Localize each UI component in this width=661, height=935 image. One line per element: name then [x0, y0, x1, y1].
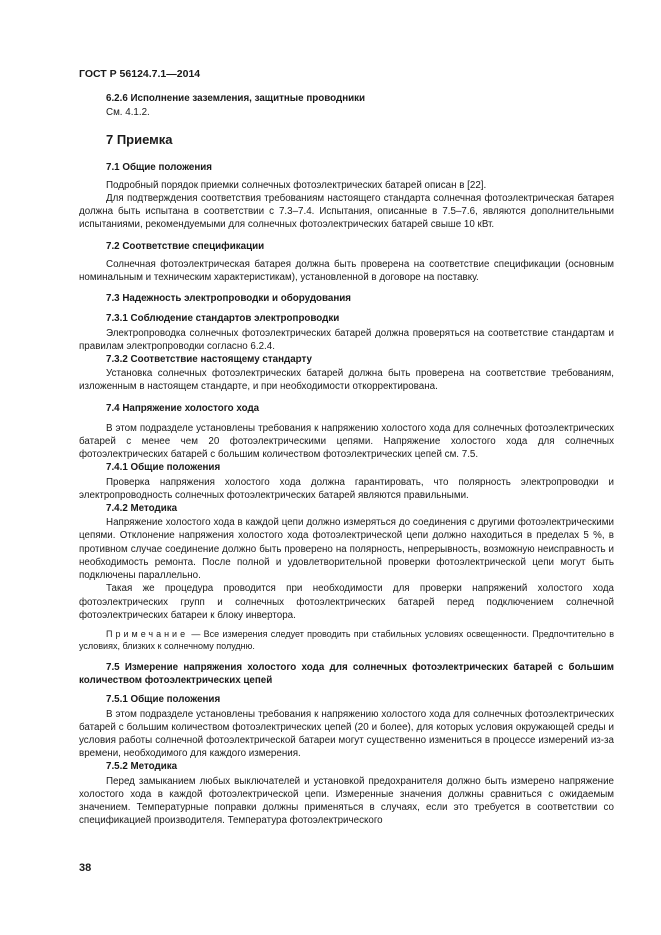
text-6-2-6: См. 4.1.2. — [106, 107, 150, 119]
heading-7-5-2: 7.5.2 Методика — [106, 761, 178, 773]
heading-7-4-1: 7.4.1 Общие положения — [106, 462, 221, 474]
note — [79, 628, 614, 653]
heading-7-2: 7.2 Соответствие спецификации — [106, 240, 265, 252]
para-7-1-1: Подробный порядок приемки солнечных фотоэлектрических батарей описан в [22]. — [106, 179, 487, 191]
heading-7-3: 7.3 Надежность электропроводки и оборудования — [106, 293, 352, 305]
para-7-5-1: В этом подразделе установлены требования к напряжению холостого хода для солнечных фотоэлектрических батарей с большим количеством фотоэлектрических цепей (20 и более), для которых условия окружающей среды и условия работы солнечной фотоэлектрической батареи могут существенно измениться в процессе измерений из-за времени, необходимого для каждого измерения. — [79, 708, 614, 760]
para-7-4-1: Проверка напряжения холостого хода должна гарантировать, что полярность электропроводки и электропроводность солнечных фотоэлектрических батарей являются правильными. — [79, 476, 614, 501]
heading-7-1: 7.1 Общие положения — [106, 161, 213, 173]
heading-7-5-1: 7.5.1 Общие положения — [106, 694, 221, 706]
para-7-2: Солнечная фотоэлектрическая батарея должна быть проверена на соответствие спецификации (основным номинальным и техническим характеристикам), установленной в договоре на поставку. — [79, 258, 614, 284]
para-7-3-1: Электропроводка солнечных фотоэлектрических батарей должна проверяться на соответствие стандартам и правилам электропроводки согласно 6.2.4. — [79, 327, 614, 352]
heading-7-4: 7.4 Напряжение холостого хода — [106, 402, 260, 414]
para-7-4: В этом подразделе установлены требования к напряжению холостого хода для солнечных фотоэлектрических батарей с менее чем 20 фотоэлектрическими цепями. Напряжение холостого хода для солнечных фотоэлектрических батарей с большим количеством фотоэлектрических цепей см. 7.5. — [79, 422, 614, 461]
heading-7-3-2: 7.3.2 Соответствие настоящему стандарту — [106, 354, 313, 366]
note-label: Примечание — [106, 628, 189, 639]
standard-header: ГОСТ Р 56124.7.1—2014 — [79, 68, 201, 80]
page-number: 38 — [79, 862, 92, 874]
chapter-heading: 7 Приемка — [106, 132, 173, 148]
heading-6-2-6: 6.2.6 Исполнение заземления, защитные проводники — [106, 93, 366, 104]
heading-7-4-2: 7.4.2 Методика — [106, 503, 178, 515]
heading-7-5: 7.5 Измерение напряжения холостого хода для солнечных фотоэлектрических батарей с большим количеством фотоэлектрических цепей — [79, 661, 614, 687]
page-content — [79, 92, 614, 827]
heading-7-3-1: 7.3.1 Соблюдение стандартов электропроводки — [106, 313, 340, 325]
para-7-4-2-1: Напряжение холостого хода в каждой цепи должно измеряться до соединения с другими фотоэлектрическими цепями. Отклонение напряжения холостого хода фотоэлектрической цепи должно находиться в пределах 5 %, в противном случае соединение должно быть проверено на полярность, непрерывность, возможную неисправность и необходимость ремонта. После полной и удовлетворительной проверки фотоэлектрической цепи могут быть подключены параллельно. — [79, 517, 614, 582]
note-text: — Все измерения следует проводить при стабильных условиях освещенности. Предпочтительно в условиях, близких к солнечному полудню. — [79, 628, 614, 652]
para-7-3-2: Установка солнечных фотоэлектрических батарей должна быть проверена на соответствие требованиям, изложенным в настоящем стандарте, и при необходимости откорректирована. — [79, 368, 614, 393]
para-7-1-2: Для подтверждения соответствия требованиям настоящего стандарта солнечная фотоэлектрическая батарея должна быть испытана в соответствии с 7.3–7.4. Испытания, описанные в 7.5–7.6, являются дополнительными испытаниями, рекомендуемыми для солнечных фотоэлектрических батарей свыше 10 кВт. — [79, 193, 614, 231]
para-7-5-2: Перед замыканием любых выключателей и установкой предохранителя должно быть измерено напряжение холостого хода в каждой фотоэлектрической цепи. Измеренные значения должны сравниться с ожидаемым значением. Температурные поправки должны применяться в случаях, если это требуется в соответствии со спецификацией производителя. Температура фотоэлектрического — [79, 775, 614, 827]
para-7-4-2-2: Такая же процедура проводится при необходимости для проверки напряжений холостого хода фотоэлектрических групп и солнечных фотоэлектрических батарей перед подключением солнечной фотоэлектрических батареи к блоку инвертора. — [79, 583, 614, 621]
